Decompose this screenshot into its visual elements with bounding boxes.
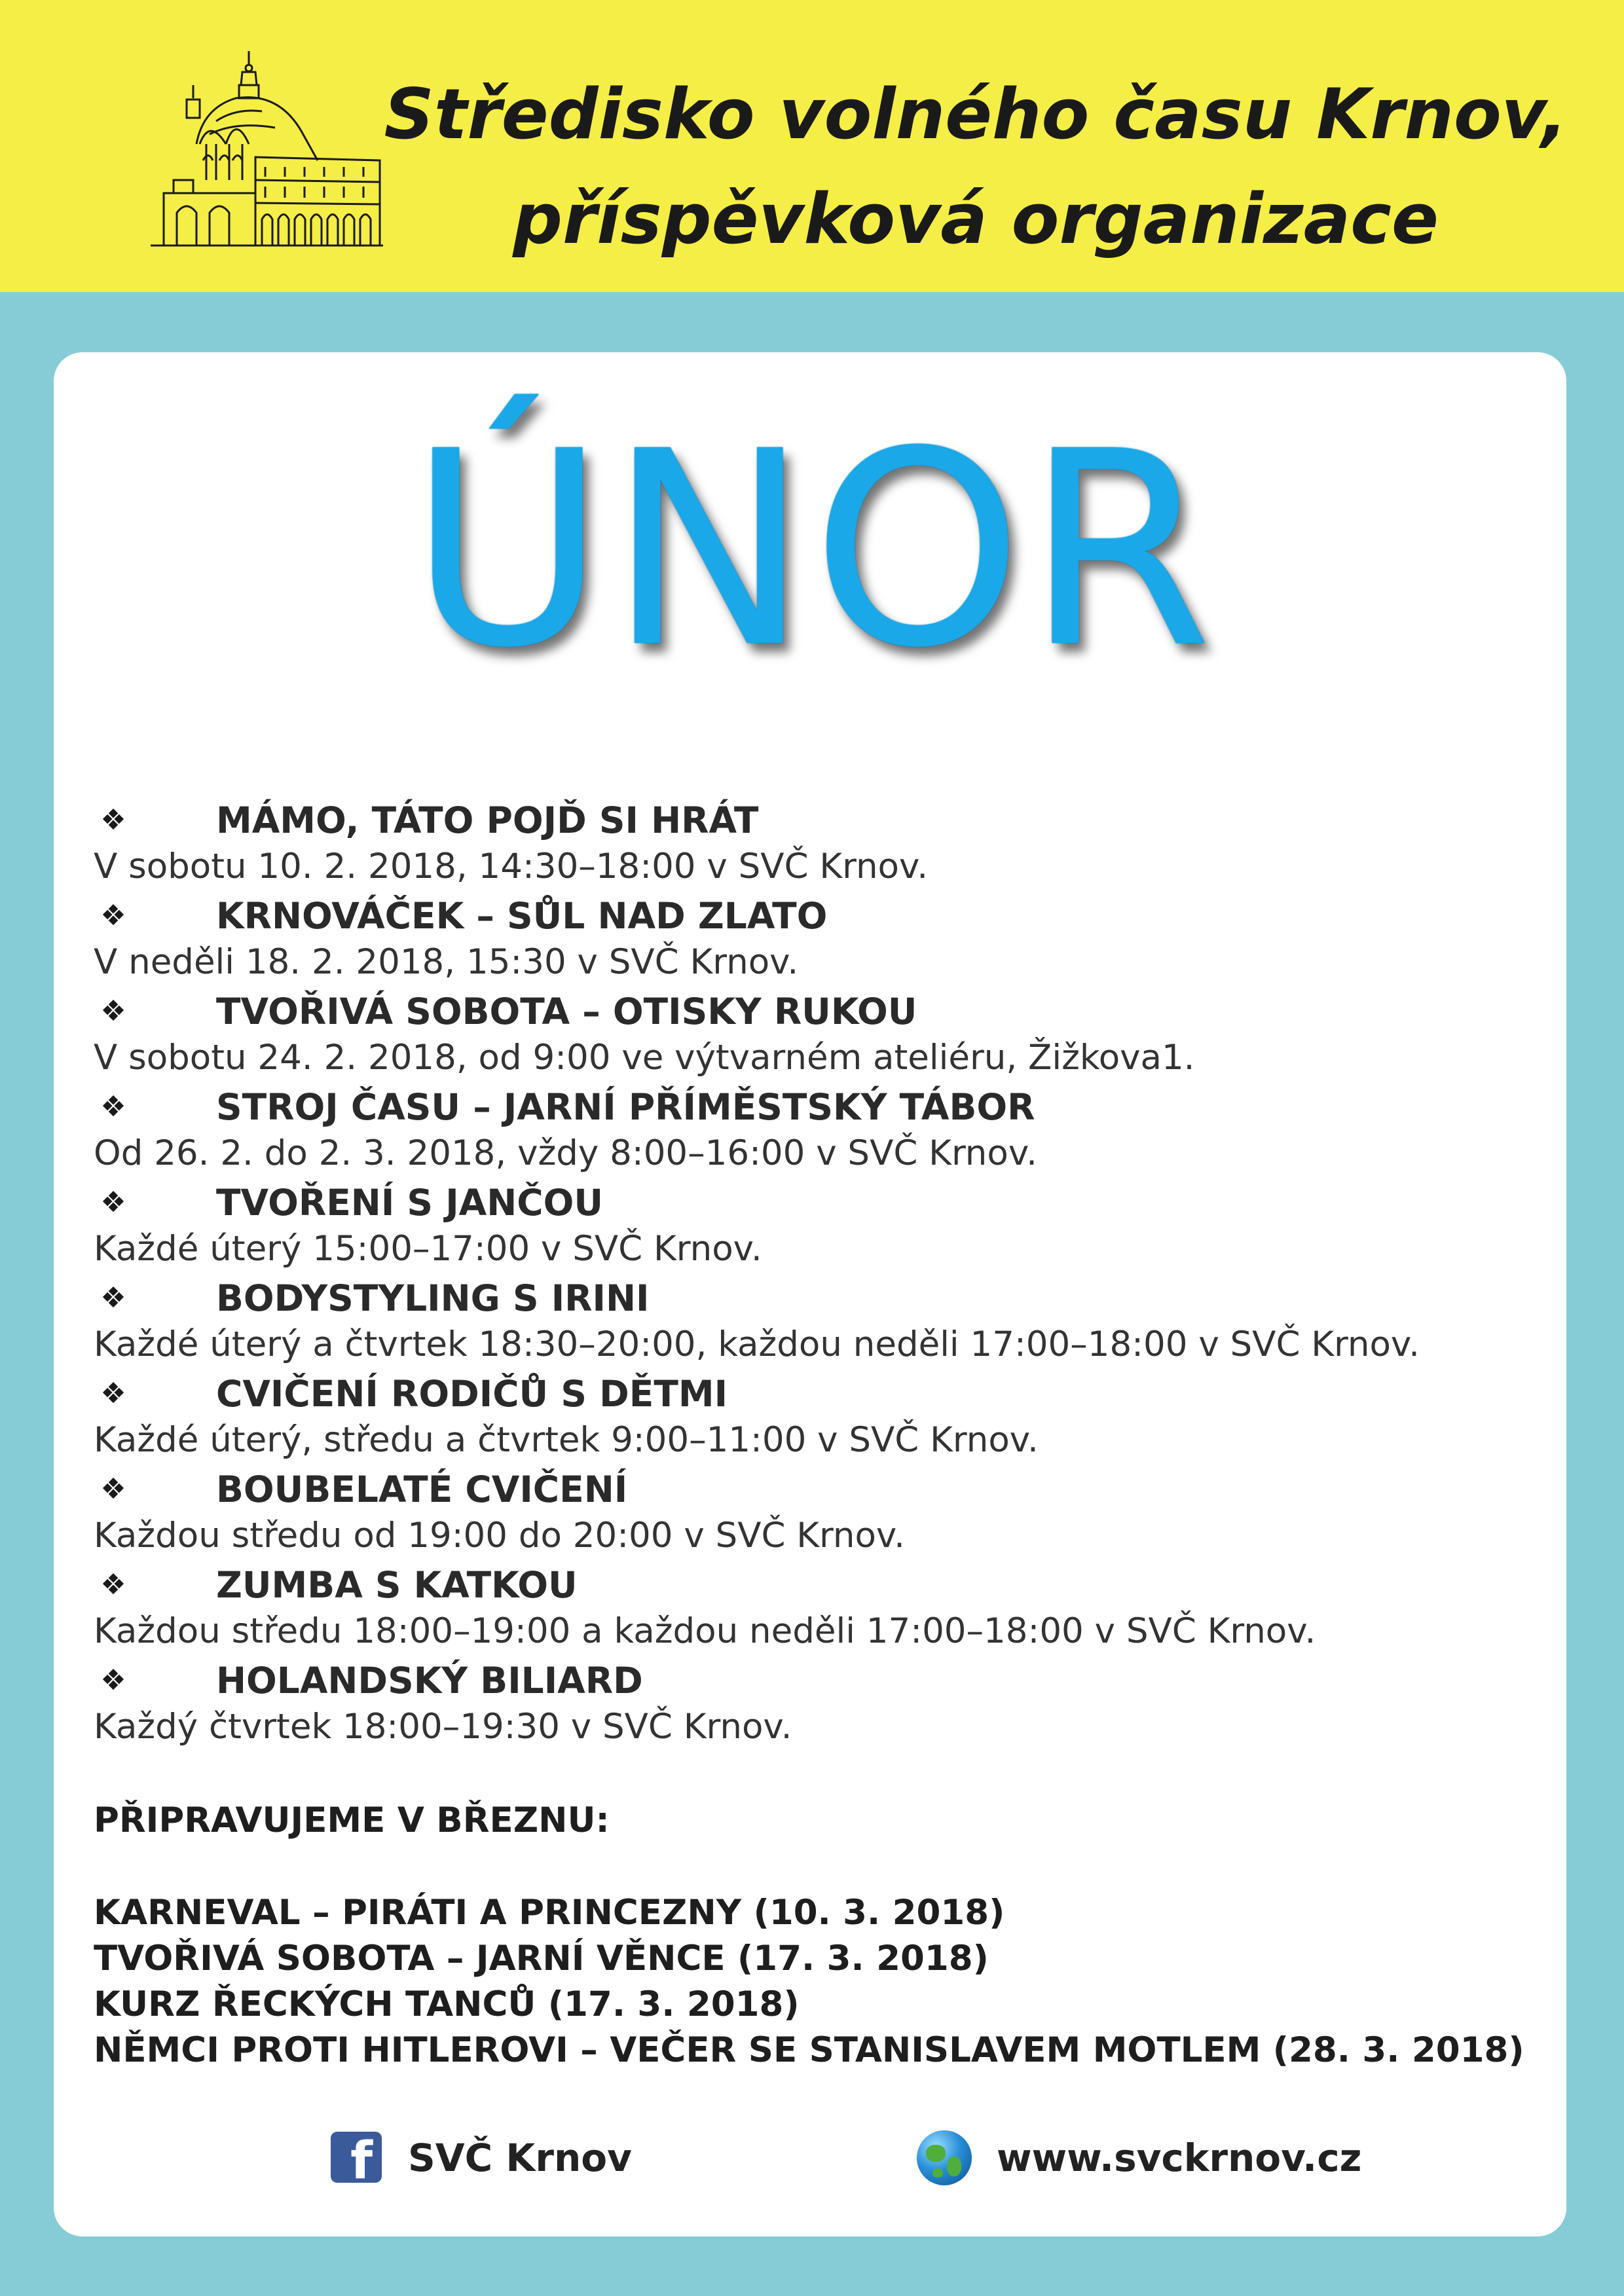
- facebook-label: SVČ Krnov: [408, 2136, 632, 2180]
- event-description: Od 26. 2. do 2. 3. 2018, vždy 8:00–16:00 v SVČ Krnov.: [94, 1133, 1037, 1173]
- event-description: V neděli 18. 2. 2018, 15:30 v SVČ Krnov.: [94, 942, 799, 982]
- event-title: TVOŘENÍ S JANČOU: [216, 1182, 604, 1224]
- header-banner: [0, 0, 1624, 292]
- website-url: www.svckrnov.cz: [997, 2136, 1362, 2180]
- event-description: Každé úterý 15:00–17:00 v SVČ Krnov.: [94, 1229, 762, 1269]
- town-hall-building-icon: [138, 46, 386, 255]
- diamond-bullet-icon: ❖: [100, 1664, 126, 1697]
- event-title: TVOŘIVÁ SOBOTA – OTISKY RUKOU: [216, 991, 917, 1032]
- preparing-heading: PŘIPRAVUJEME V BŘEZNU:: [94, 1800, 610, 1840]
- upcoming-event-item: KARNEVAL – PIRÁTI A PRINCEZNY (10. 3. 2018): [94, 1893, 1005, 1933]
- event-item: [94, 1180, 1547, 1273]
- event-item: [94, 1562, 1547, 1655]
- organization-title-line1: Středisko volného času Krnov,: [384, 74, 1568, 155]
- event-description: Každou středu 18:00–19:00 a každou neděli 17:00–18:00 v SVČ Krnov.: [94, 1611, 1316, 1651]
- organization-title: [367, 62, 1585, 272]
- diamond-bullet-icon: ❖: [100, 1568, 126, 1601]
- diamond-bullet-icon: ❖: [100, 1186, 126, 1219]
- event-item: [94, 989, 1547, 1082]
- event-item: [94, 1084, 1547, 1177]
- diamond-bullet-icon: ❖: [100, 1472, 126, 1506]
- event-title: BODYSTYLING S IRINI: [216, 1277, 650, 1319]
- organization-title-line2: příspěvková organizace: [513, 179, 1439, 259]
- diamond-bullet-icon: ❖: [100, 1090, 126, 1123]
- event-title: HOLANDSKÝ BILIARD: [216, 1660, 643, 1702]
- event-description: Každou středu od 19:00 do 20:00 v SVČ Krnov.: [94, 1516, 906, 1556]
- diamond-bullet-icon: ❖: [100, 1377, 126, 1410]
- upcoming-event-item: NĚMCI PROTI HITLEROVI – VEČER SE STANISLAVEM MOTLEM (28. 3. 2018): [94, 2030, 1524, 2070]
- event-description: V sobotu 10. 2. 2018, 14:30–18:00 v SVČ Krnov.: [94, 847, 929, 886]
- event-item: [94, 1658, 1547, 1751]
- diamond-bullet-icon: ❖: [100, 994, 126, 1028]
- event-title: CVIČENÍ RODIČŮ S DĚTMI: [216, 1373, 728, 1415]
- event-title: BOUBELATÉ CVIČENÍ: [216, 1468, 628, 1510]
- globe-icon: [917, 2130, 972, 2185]
- event-title: KRNOVÁČEK – SŮL NAD ZLATO: [216, 895, 828, 937]
- diamond-bullet-icon: ❖: [100, 1281, 126, 1315]
- facebook-icon: f: [331, 2132, 382, 2183]
- event-item: [94, 797, 1547, 890]
- event-description: Každé úterý a čtvrtek 18:30–20:00, každou neděli 17:00–18:00 v SVČ Krnov.: [94, 1324, 1420, 1364]
- diamond-bullet-icon: ❖: [100, 803, 126, 837]
- event-title: ZUMBA S KATKOU: [216, 1564, 578, 1606]
- upcoming-event-item: KURZ ŘECKÝCH TANCŮ (17. 3. 2018): [94, 1984, 800, 2024]
- month-heading: ÚNOR: [409, 393, 1215, 706]
- event-description: V sobotu 24. 2. 2018, od 9:00 ve výtvarném ateliéru, Žižkova1.: [94, 1038, 1195, 1078]
- event-item: [94, 893, 1547, 986]
- event-title: STROJ ČASU – JARNÍ PŘÍMĚSTSKÝ TÁBOR: [216, 1086, 1035, 1128]
- event-list: [94, 797, 1547, 1753]
- upcoming-events-list: [94, 1890, 1547, 2073]
- event-description: Každý čtvrtek 18:00–19:30 v SVČ Krnov.: [94, 1707, 792, 1747]
- upcoming-event-item: TVOŘIVÁ SOBOTA – JARNÍ VĚNCE (17. 3. 2018): [94, 1939, 989, 1978]
- event-title: MÁMO, TÁTO POJĎ SI HRÁT: [216, 799, 759, 841]
- event-item: [94, 1371, 1547, 1464]
- diamond-bullet-icon: ❖: [100, 899, 126, 932]
- event-item: [94, 1275, 1547, 1368]
- event-item: [94, 1467, 1547, 1559]
- event-description: Každé úterý, středu a čtvrtek 9:00–11:00 v SVČ Krnov.: [94, 1420, 1039, 1460]
